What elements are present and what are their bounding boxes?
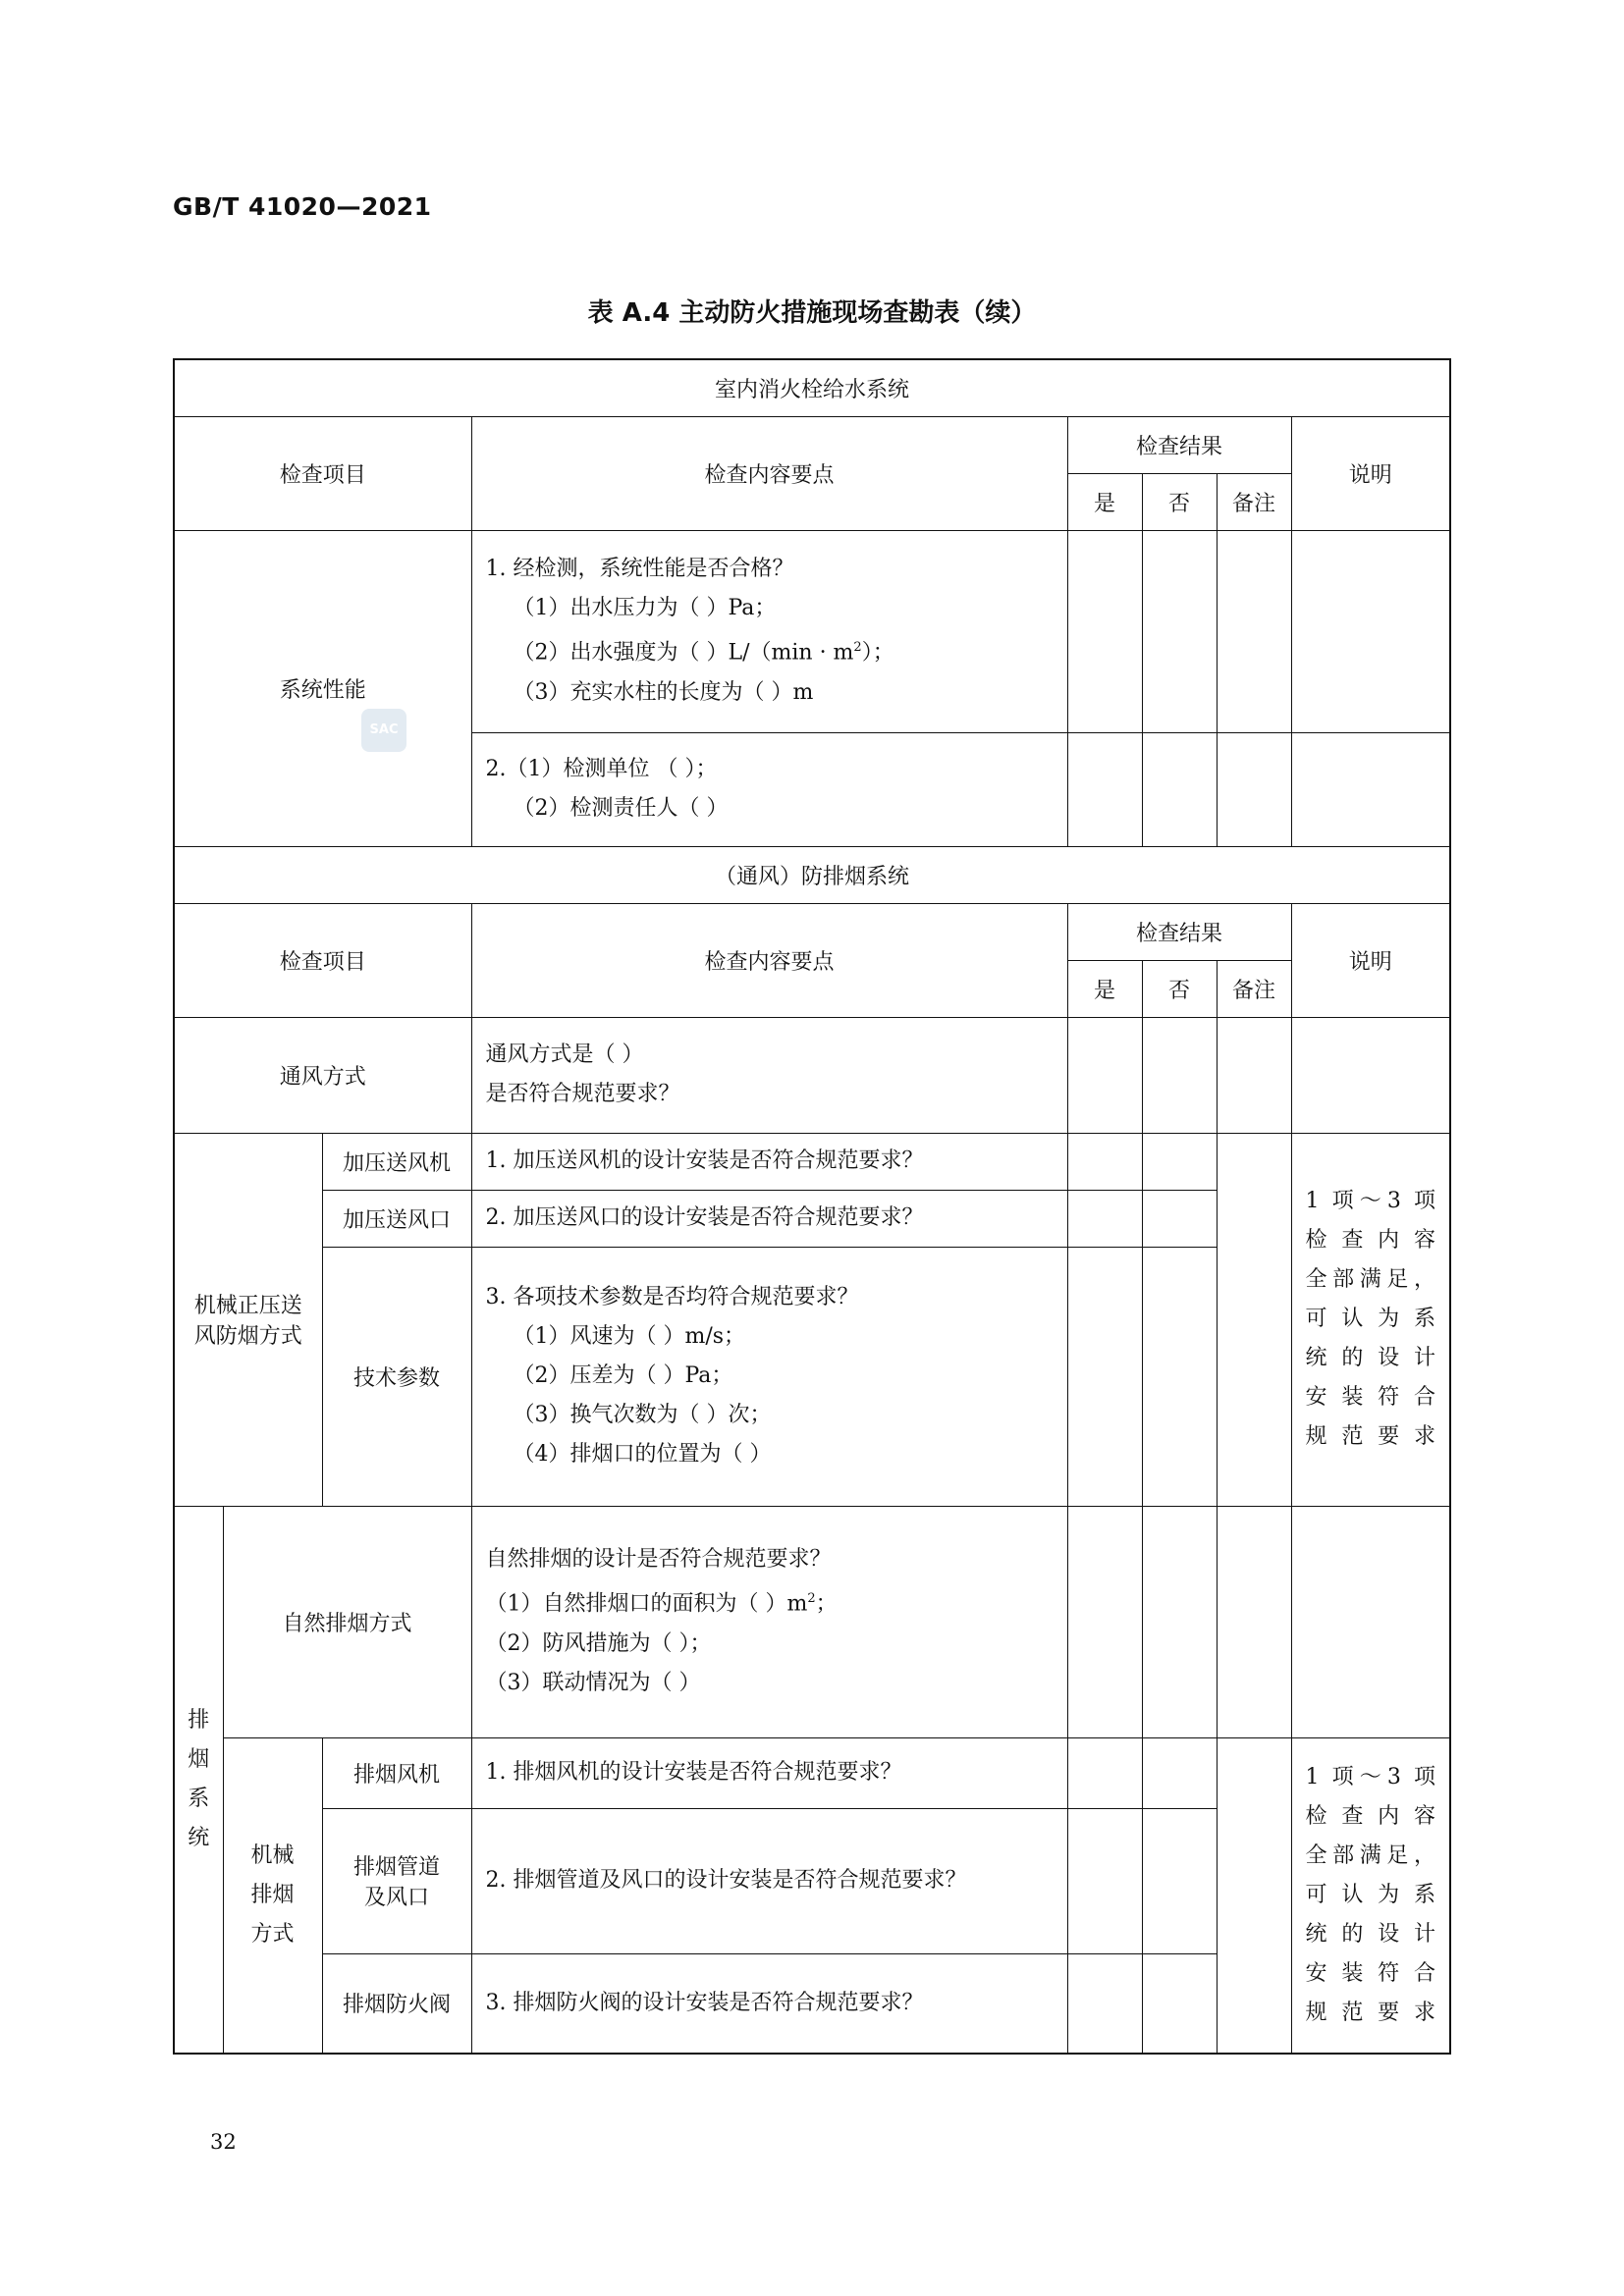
content-line: （2）压差为（ ）Pa； (513, 1363, 733, 1388)
row-label-ventilation: 通风方式 (174, 1017, 471, 1133)
no-cell[interactable] (1142, 1190, 1217, 1247)
no-cell[interactable] (1142, 1737, 1217, 1808)
params-content (471, 1247, 1067, 1506)
no-cell[interactable] (1142, 1506, 1217, 1737)
row-label-exhaust-duct: 排烟管道 及风口 (322, 1808, 471, 1953)
yes-cell[interactable] (1067, 732, 1142, 846)
yes-cell[interactable] (1067, 1017, 1142, 1133)
row-label-pressure-outlet: 加压送风口 (322, 1190, 471, 1247)
content-line: 2.（1）检测单位 （ ）； (485, 757, 718, 781)
content-line: （4）排烟口的位置为（ ） (513, 1442, 772, 1467)
yes-cell[interactable] (1067, 1133, 1142, 1190)
no-cell[interactable] (1142, 1808, 1217, 1953)
header-no: 否 (1142, 473, 1217, 530)
sac-watermark-icon: SAC (361, 709, 406, 752)
content-line: （3）联动情况为（ ） (485, 1670, 701, 1695)
row-label-pressure-fan: 加压送风机 (322, 1133, 471, 1190)
performance-block-1 (471, 530, 1067, 732)
no-cell[interactable] (1142, 1133, 1217, 1190)
yes-cell[interactable] (1067, 1953, 1142, 2054)
yes-cell[interactable] (1067, 1247, 1142, 1506)
page-number: 32 (210, 2130, 237, 2154)
standard-code: GB/T 41020—2021 (173, 192, 432, 221)
row-label-exhaust-fan: 排烟风机 (322, 1737, 471, 1808)
header-item: 检查项目 (174, 416, 471, 530)
section-title-hydrant: 室内消火栓给水系统 (174, 359, 1450, 416)
row-label-exhaust-damper: 排烟防火阀 (322, 1953, 471, 2054)
header-item: 检查项目 (174, 903, 471, 1017)
note-cell[interactable] (1291, 1017, 1450, 1133)
content-line: （1）风速为（ ）m/s； (513, 1324, 746, 1349)
content-line: （2）出水强度为（ ）$L/(\min \cdot m^2)$； (513, 640, 894, 666)
no-cell[interactable] (1142, 1017, 1217, 1133)
yes-cell[interactable] (1067, 1506, 1142, 1737)
pressurization-note: 1 项～3 项 检查内容 全部满足， 可认为系 统的设计 安装符合 规范要求 (1291, 1133, 1450, 1506)
remark-cell[interactable] (1217, 530, 1291, 732)
row-label-natural-exhaust: 自然排烟方式 (223, 1506, 471, 1737)
row-label-params: 技术参数 (322, 1247, 471, 1506)
note-cell[interactable] (1291, 530, 1450, 732)
yes-cell[interactable] (1067, 530, 1142, 732)
header-no: 否 (1142, 960, 1217, 1017)
header-result: 检查结果 (1067, 903, 1291, 960)
header-remark: 备注 (1217, 960, 1291, 1017)
remark-cell[interactable] (1217, 1506, 1291, 1737)
content-line: 自然排烟的设计是否符合规范要求？ (485, 1547, 832, 1573)
natural-exhaust-content (471, 1506, 1067, 1737)
pressure-outlet-content: 2. 加压送风口的设计安装是否符合规范要求？ (471, 1190, 1067, 1247)
header-note: 说明 (1291, 416, 1450, 530)
content-line: （3）换气次数为（ ）次； (513, 1403, 772, 1427)
header-content: 检查内容要点 (471, 416, 1067, 530)
row-label-exhaust-system: 排 烟 系 统 (174, 1506, 223, 2054)
exhaust-duct-content: 2. 排烟管道及风口的设计安装是否符合规范要求？ (471, 1808, 1067, 1953)
no-cell[interactable] (1142, 1953, 1217, 2054)
content-line: （3）充实水柱的长度为（ ）m (513, 679, 814, 705)
yes-cell[interactable] (1067, 1808, 1142, 1953)
header-note: 说明 (1291, 903, 1450, 1017)
content-line: （2）检测责任人（ ） (513, 796, 729, 821)
header-content: 检查内容要点 (471, 903, 1067, 1017)
ventilation-content (471, 1017, 1067, 1133)
yes-cell[interactable] (1067, 1190, 1142, 1247)
no-cell[interactable] (1142, 732, 1217, 846)
inspection-table (173, 358, 1451, 2055)
content-line: 1. 经检测，系统性能是否合格？ (485, 557, 794, 582)
remark-cell[interactable] (1217, 1017, 1291, 1133)
header-yes: 是 (1067, 473, 1142, 530)
header-result: 检查结果 (1067, 416, 1291, 473)
content-line: 通风方式是（ ） (485, 1042, 644, 1067)
row-label-mechanical-exhaust: 机械 排烟 方式 (223, 1737, 322, 2054)
content-line: （1）自然排烟口的面积为（ ）$m^2$； (485, 1591, 838, 1617)
header-yes: 是 (1067, 960, 1142, 1017)
remark-cell[interactable] (1217, 732, 1291, 846)
content-line: 3. 各项技术参数是否均符合规范要求？ (485, 1285, 859, 1309)
note-cell[interactable] (1291, 1506, 1450, 1737)
exhaust-note: 1 项～3 项 检查内容 全部满足， 可认为系 统的设计 安装符合 规范要求 (1291, 1737, 1450, 2054)
remark-cell[interactable] (1217, 1133, 1291, 1506)
row-label-performance: 系统性能 (174, 530, 471, 846)
row-label-pressurization: 机械正压送 风防烟方式 (174, 1133, 322, 1506)
pressure-fan-content: 1. 加压送风机的设计安装是否符合规范要求？ (471, 1133, 1067, 1190)
no-cell[interactable] (1142, 1247, 1217, 1506)
remark-cell[interactable] (1217, 1737, 1291, 2054)
performance-block-2 (471, 732, 1067, 846)
content-line: 是否符合规范要求？ (485, 1082, 680, 1106)
header-remark: 备注 (1217, 473, 1291, 530)
no-cell[interactable] (1142, 530, 1217, 732)
note-cell[interactable] (1291, 732, 1450, 846)
section-title-smoke: （通风）防排烟系统 (174, 846, 1450, 903)
exhaust-fan-content: 1. 排烟风机的设计安装是否符合规范要求？ (471, 1737, 1067, 1808)
table-title: 表 A.4 主动防火措施现场查勘表（续） (587, 298, 1037, 328)
yes-cell[interactable] (1067, 1737, 1142, 1808)
content-line: （1）出水压力为（ ）Pa； (513, 596, 777, 621)
exhaust-damper-content: 3. 排烟防火阀的设计安装是否符合规范要求？ (471, 1953, 1067, 2054)
content-line: （2）防风措施为（ ）； (485, 1630, 712, 1656)
